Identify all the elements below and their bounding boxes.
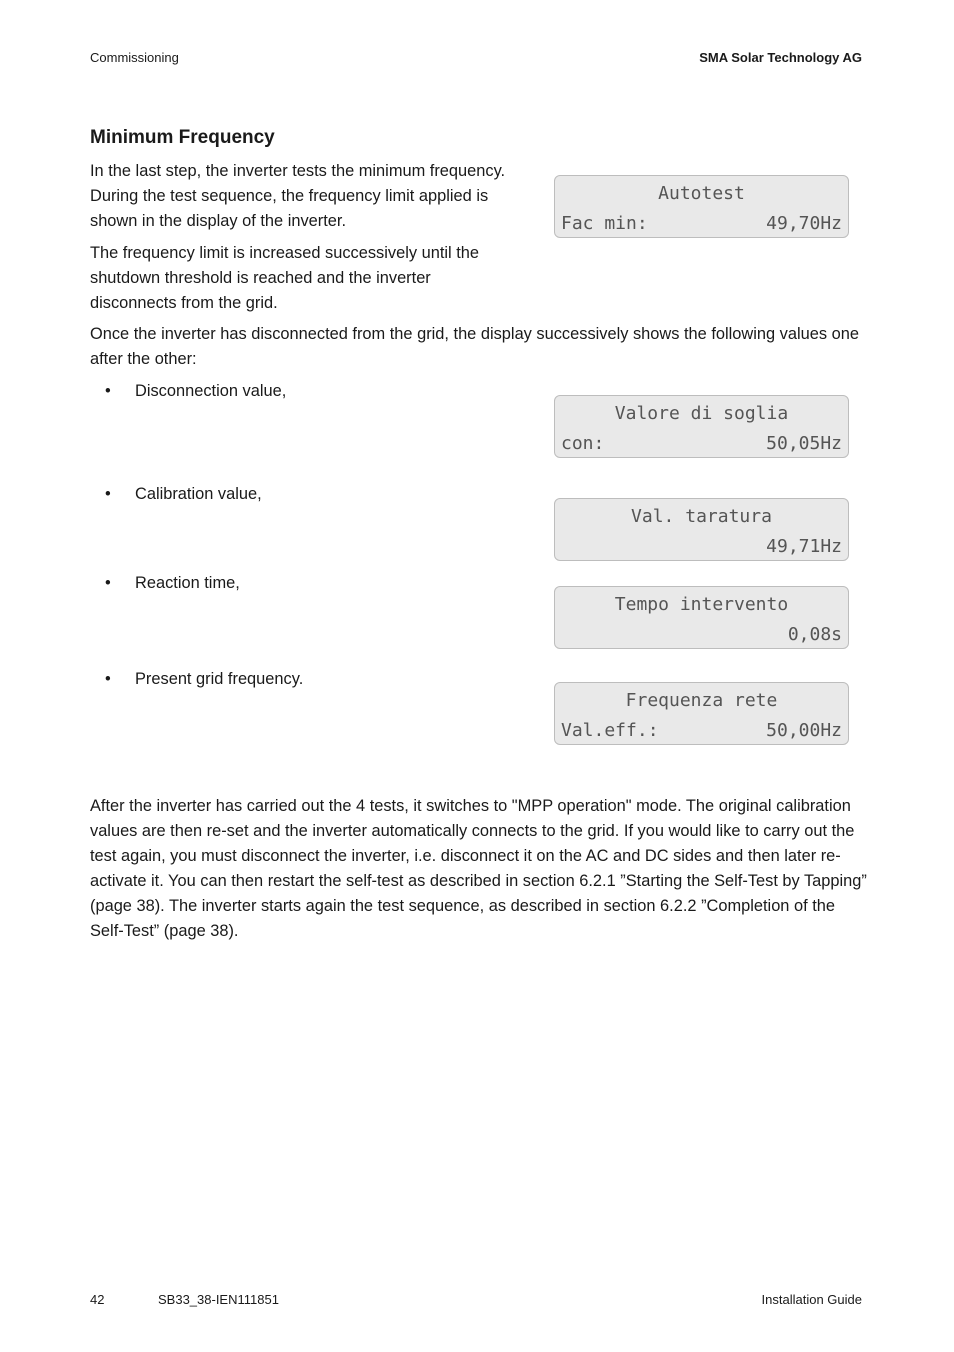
lcd-display-disconnection-value <box>554 395 849 458</box>
lcd-value: 0,08s <box>787 624 842 645</box>
header-section: Commissioning <box>90 50 179 65</box>
list-item-text: Calibration value, <box>135 485 262 503</box>
lcd-display-reaction-time <box>554 586 849 649</box>
lcd-value: 49,70Hz <box>766 213 842 234</box>
closing-paragraph: After the inverter has carried out the 4 tests, it switches to "MPP operation" mode. The original calibration values are then re-set and the inverter automatically connects to the grid. If you would like to carry out the test again, you must disconnect the inverter, i.e. disconnect it on the AC and DC sides and then later re-activate it. You can then restart the self-test as described in section 6.2.1 ”Starting the Self-Test by Tapping” (page 38). The inverter starts again the test sequence, as described in section 6.2.2 ”Completion of the Self-Test” (page 38). <box>90 797 867 940</box>
list-item <box>105 482 262 507</box>
lcd-label: con: <box>561 433 605 454</box>
lcd-display-calibration-value <box>554 498 849 561</box>
lcd-display-grid-frequency <box>554 682 849 745</box>
intro-paragraph-1: In the last step, the inverter tests the minimum frequency. During the test sequence, the frequency limit applied is shown in the display of the inverter. <box>90 162 506 230</box>
section-heading: Minimum Frequency <box>90 127 275 148</box>
bullet-icon: • <box>105 485 111 503</box>
lcd-line-1: Autotest <box>658 183 745 204</box>
lcd-label: Fac min: <box>561 213 648 234</box>
header-company: SMA Solar Technology AG <box>699 50 862 65</box>
intro-paragraph-2: The frequency limit is increased successively until the shutdown threshold is reached and the inverter disconnects from the grid. <box>90 244 479 312</box>
lcd-label: Val.eff.: <box>561 720 659 741</box>
lcd-line-2 <box>561 623 842 647</box>
list-item-text: Present grid frequency. <box>135 670 304 688</box>
list-item <box>105 571 240 596</box>
lcd-line-1: Tempo intervento <box>614 594 789 615</box>
list-item <box>105 667 303 692</box>
footer-doc-type: Installation Guide <box>761 1292 862 1307</box>
lcd-line-2 <box>561 432 842 456</box>
lcd-line-1: Val. taratura <box>631 506 772 527</box>
lcd-line-2 <box>561 719 842 743</box>
footer-doc-code: SB33_38-IEN111851 <box>158 1292 279 1307</box>
lcd-value: 50,05Hz <box>766 433 842 454</box>
footer-page-number: 42 <box>90 1292 105 1307</box>
intro-paragraph-3: Once the inverter has disconnected from the grid, the display successively shows the following values one after the other: <box>90 325 859 368</box>
lcd-line-1: Frequenza rete <box>625 690 778 711</box>
bullet-icon: • <box>105 574 111 592</box>
list-item-text: Disconnection value, <box>135 382 287 400</box>
bullet-icon: • <box>105 382 111 400</box>
lcd-value: 50,00Hz <box>766 720 842 741</box>
lcd-line-2 <box>561 212 842 236</box>
lcd-value: 49,71Hz <box>766 536 842 557</box>
bullet-icon: • <box>105 670 111 688</box>
list-item-text: Reaction time, <box>135 574 240 592</box>
lcd-line-2 <box>561 535 842 559</box>
list-item <box>105 379 286 404</box>
lcd-display-autotest <box>554 175 849 238</box>
lcd-line-1: Valore di soglia <box>614 403 789 424</box>
